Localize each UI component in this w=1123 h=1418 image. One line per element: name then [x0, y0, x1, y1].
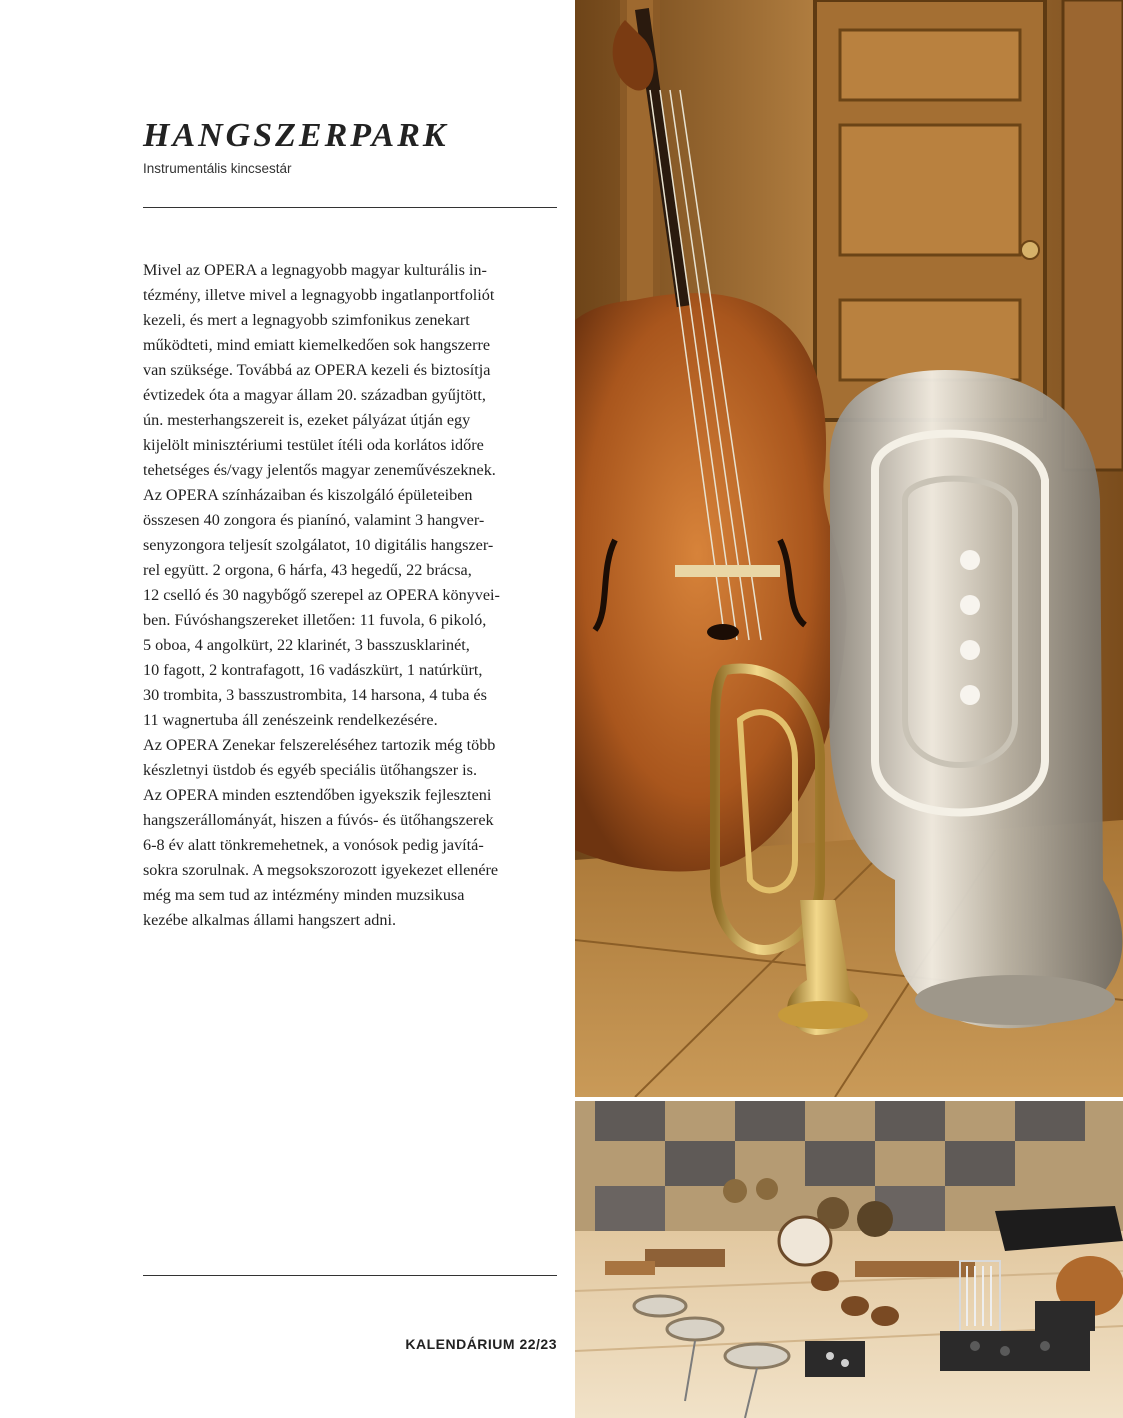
body-line: senyzongora teljesít szolgálatot, 10 digitális hangszer-: [143, 536, 494, 554]
body-line: tehetséges és/vagy jelentős magyar zeneművészeknek.: [143, 461, 496, 479]
body-line: kijelölt minisztériumi testület ítéli oda korlátos időre: [143, 436, 484, 454]
body-line: kezeli, és mert a legnagyobb szimfonikus zenekart: [143, 311, 470, 329]
top-divider: [143, 207, 557, 208]
body-line: működteti, mind emiatt kiemelkedően sok hangszerre: [143, 336, 491, 354]
article-column: [143, 0, 557, 1418]
body-line: 6-8 év alatt tönkremehetnek, a vonósok pedig javítá-: [143, 836, 484, 854]
body-line: 5 oboa, 4 angolkürt, 22 klarinét, 3 basszusklarinét,: [143, 636, 470, 654]
body-line: kezébe alkalmas állami hangszert adni.: [143, 911, 397, 929]
body-line: 12 cselló és 30 nagybőgő szerepel az OPERA könyvei-: [143, 586, 500, 604]
body-line: Az OPERA Zenekar felszereléséhez tartozik még több: [143, 736, 496, 754]
percussion-room-photo: [575, 1101, 1123, 1418]
article-body: [143, 258, 563, 933]
page-subtitle: Instrumentális kincsestár: [143, 161, 292, 176]
body-line: Az OPERA színházaiban és kiszolgáló épületeiben: [143, 486, 473, 504]
body-line: Az OPERA minden esztendőben igyekszik fejleszteni: [143, 786, 492, 804]
body-line: Mivel az OPERA a legnagyobb magyar kulturális in-: [143, 261, 487, 279]
body-line: 30 trombita, 3 basszustrombita, 14 harsona, 4 tuba és: [143, 686, 487, 704]
body-line: hangszerállományát, hiszen a fúvós- és ütőhangszerek: [143, 811, 494, 829]
body-line: ben. Fúvóshangszereket illetően: 11 fuvola, 6 pikoló,: [143, 611, 487, 629]
body-line: ún. mesterhangszereit is, ezeket pályázat útján egy: [143, 411, 471, 429]
body-line: még ma sem tud az intézmény minden muzsikusa: [143, 886, 465, 904]
page-title: HANGSZERPARK: [143, 117, 449, 154]
body-line: 10 fagott, 2 kontrafagott, 16 vadászkürt, 1 natúrkürt,: [143, 661, 483, 679]
body-line: 11 wagnertuba áll zenészeink rendelkezésére.: [143, 711, 438, 729]
bottom-divider: [143, 1275, 557, 1276]
body-line: van szüksége. Továbbá az OPERA kezeli és biztosítja: [143, 361, 491, 379]
body-line: készletnyi üstdob és egyéb speciális ütőhangszer is.: [143, 761, 478, 779]
body-line: rel együtt. 2 orgona, 6 hárfa, 43 hegedű, 22 brácsa,: [143, 561, 472, 579]
body-line: évtizedek óta a magyar állam 20. században gyűjtött,: [143, 386, 486, 404]
double-bass-tuba-photo: [575, 0, 1123, 1097]
body-line: tézmény, illetve mivel a legnagyobb ingatlanportfoliót: [143, 286, 495, 304]
footer-label: KALENDÁRIUM 22/23: [405, 1336, 557, 1352]
body-line: összesen 40 zongora és pianínó, valamint 3 hangver-: [143, 511, 485, 529]
body-line: sokra szorulnak. A megsokszorozott igyekezet ellenére: [143, 861, 499, 879]
